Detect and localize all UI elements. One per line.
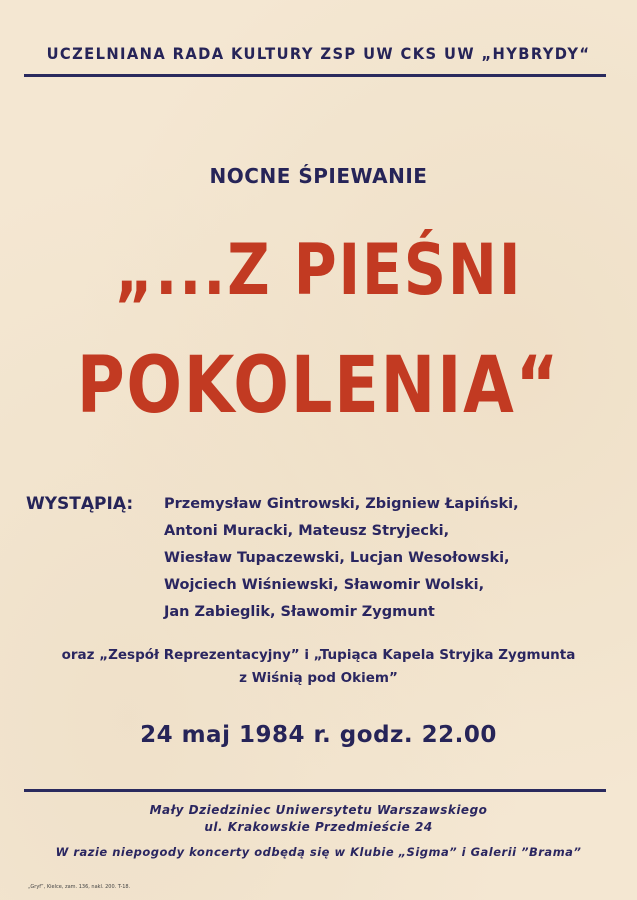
performer-line: Antoni Muracki, Mateusz Stryjecki, xyxy=(164,523,450,539)
performer-line: Przemysław Gintrowski, Zbigniew Łapiński, xyxy=(164,496,519,512)
performers-list xyxy=(164,492,614,627)
venue-line-1: Mały Dziedziniec Uniwersytetu Warszawskiego xyxy=(149,803,488,817)
title-line-2: POKOLENIA“ xyxy=(76,341,561,431)
also-performing xyxy=(0,644,637,690)
top-divider xyxy=(24,74,606,77)
venue xyxy=(0,802,637,836)
also-line-2: z Wiśnią pod Okiem” xyxy=(239,670,398,686)
bottom-divider xyxy=(24,789,606,792)
also-line-1: oraz „Zespół Reprezentacyjny” i „Tupiąca Kapela Stryjka Zygmunta xyxy=(61,647,576,663)
title-line-1: „...Z PIEŚNI xyxy=(114,229,523,311)
rain-note: W razie niepogody koncerty odbędą się w Klubie „Sigma” i Galerii ”Brama” xyxy=(55,845,582,859)
printer-imprint: „Gryf”, Kielce, zam. 136, nakl. 200. T-18. xyxy=(28,884,131,890)
organizer-header: UCZELNIANA RADA KULTURY ZSP UW CKS UW „HYBRYDY“ xyxy=(46,44,591,63)
performer-line: Wojciech Wiśniewski, Sławomir Wolski, xyxy=(164,577,485,593)
performers-label: WYSTĄPIĄ: xyxy=(26,494,134,514)
venue-line-2: ul. Krakowskie Przedmieście 24 xyxy=(204,820,433,834)
performer-line: Wiesław Tupaczewski, Lucjan Wesołowski, xyxy=(164,550,510,566)
event-subtitle: NOCNE ŚPIEWANIE xyxy=(209,164,428,188)
event-datetime: 24 maj 1984 r. godz. 22.00 xyxy=(140,722,497,748)
performer-line: Jan Zabieglik, Sławomir Zygmunt xyxy=(164,604,435,620)
